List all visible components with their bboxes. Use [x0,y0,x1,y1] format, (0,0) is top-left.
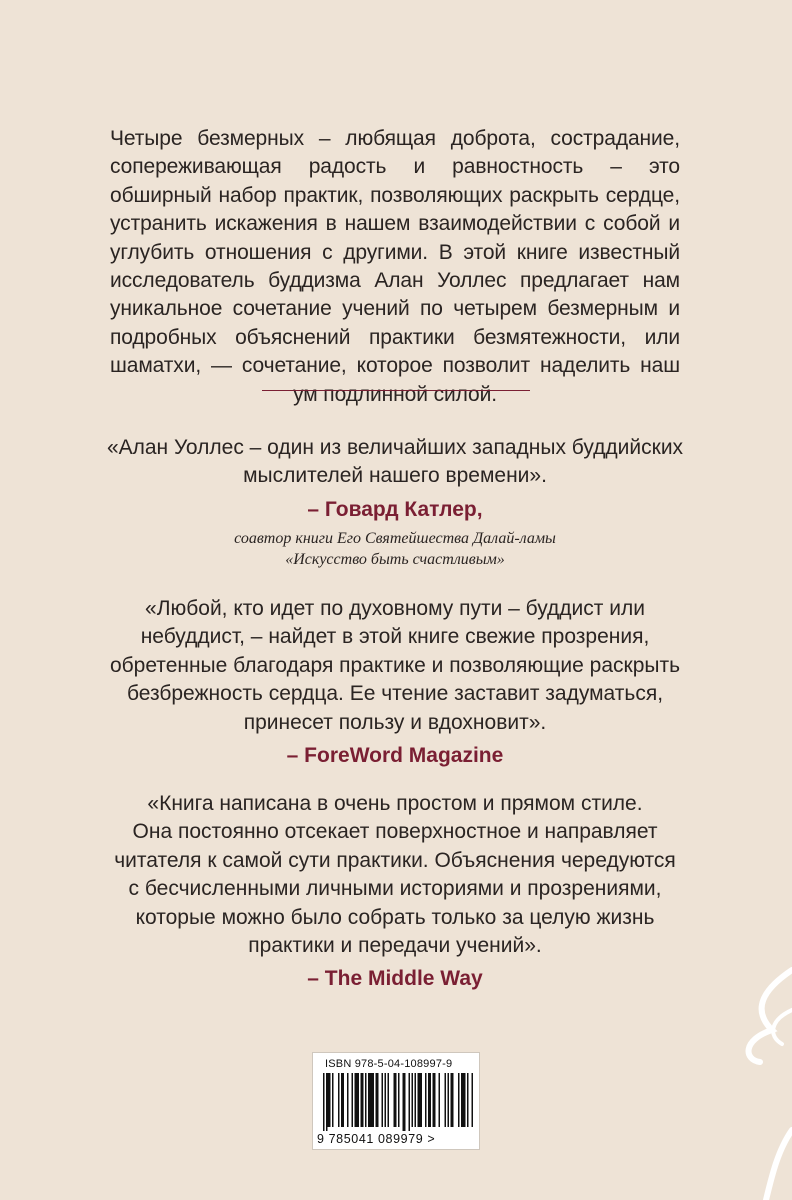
review-author: – ForeWord Magazine [286,744,504,768]
barcode-bar [433,1073,436,1127]
quote-line: которые можно было собрать только за целую жизнь [135,905,655,929]
barcode-bar [398,1073,400,1127]
barcode-bar [403,1073,406,1131]
barcode-bar [428,1073,431,1127]
barcode-bar [338,1073,340,1127]
barcode-bar [347,1073,349,1127]
barcode-bar [332,1073,334,1127]
quote-line: практики и передачи учений». [248,934,542,958]
barcode-bar [439,1073,441,1127]
section-divider [262,390,530,391]
barcode-bar [355,1073,360,1127]
barcode-bar [458,1073,460,1127]
book-description: Четыре безмерных – любящая доброта, сострадание, сопереживающая радость и равностность – это обширный набор практик, позволяющих раскрыть сердце, устранить искажения в нашем взаимодействии с собой и углубить отношения с другими. В этой книге известный исследователь буддизма Алан Уоллес предлагает нам уникальное сочетание учений по четырем безмерным и подробных объяснений практики безмятежности, или шаматхи, — сочетание, которое позволит наделить наш ум подлинной силой. [110,127,680,406]
quote-line: безбрежность сердца. Ее чтение заставит задуматься, [126,682,664,706]
review-author: – Говард Катлер, [307,497,483,521]
review-quote-1 [80,434,710,570]
barcode-bar [376,1073,379,1127]
quote-line: «Любой, кто идет по духовному пути – буддист или [145,597,645,620]
barcode-bar [445,1073,447,1127]
barcode-bar [448,1073,450,1127]
quote-line: «Алан Уоллес – один из величайших западных буддийских [106,436,684,459]
barcode-bar [328,1073,331,1127]
barcode-bar [341,1073,344,1127]
barcode-bar [365,1073,367,1127]
barcode-digits: 9 785041 089979 > [317,1132,436,1146]
quote-line: принесет пользу и вдохновит». [243,710,547,734]
barcode-bar [388,1073,390,1127]
barcode-bar [415,1073,417,1127]
role-line: соавтор книги Его Святейшества Далай-ламы [234,529,556,547]
isbn-label: ISBN 978-5-04-108997-9 [325,1058,453,1070]
barcode-bar [394,1073,397,1127]
quote-line: Она постоянно отсекает поверхностное и направляет [132,820,658,844]
lotus-petal-outline-icon [682,950,792,1200]
review-author: – The Middle Way [307,967,483,991]
barcode-bar [425,1073,427,1127]
barcode-bar [385,1073,387,1127]
quote-line: «Книга написана в очень простом и прямом стиле. [147,792,643,815]
review-quote-3 [80,790,710,993]
review-quote-text [80,595,710,737]
quote-line: с бесчисленными личными историями и прозрениями, [128,877,662,901]
quote-line: мыслителей нашего времени». [243,464,547,488]
barcode-bars [321,1073,473,1131]
barcode-bar [461,1073,466,1127]
barcode-bar [472,1073,474,1127]
barcode-bar [323,1073,325,1131]
barcode-bar [326,1073,328,1131]
quote-line: небуддист, – найдет в этой книге свежие прозрения, [140,625,650,649]
role-line: «Искусство быть счастливым» [285,550,505,568]
review-quote-2 [80,595,710,770]
barcode-bar [409,1073,411,1131]
barcode-bar [412,1073,414,1127]
barcode-bar [368,1073,374,1127]
barcode-bar [467,1073,469,1127]
isbn-barcode [312,1052,480,1150]
review-quote-text [80,434,710,491]
barcode-bar [451,1073,454,1127]
quote-line: читателя к самой сути практики. Объяснения чередуются [114,848,676,872]
barcode-bar [361,1073,364,1127]
barcode-bar [418,1073,423,1127]
barcode-bar [352,1073,354,1127]
review-author-role [80,528,710,570]
review-quote-text [80,790,710,960]
quote-line: обретенные благодаря практике и позволяющие раскрыть [109,653,681,677]
barcode-bar [382,1073,384,1127]
